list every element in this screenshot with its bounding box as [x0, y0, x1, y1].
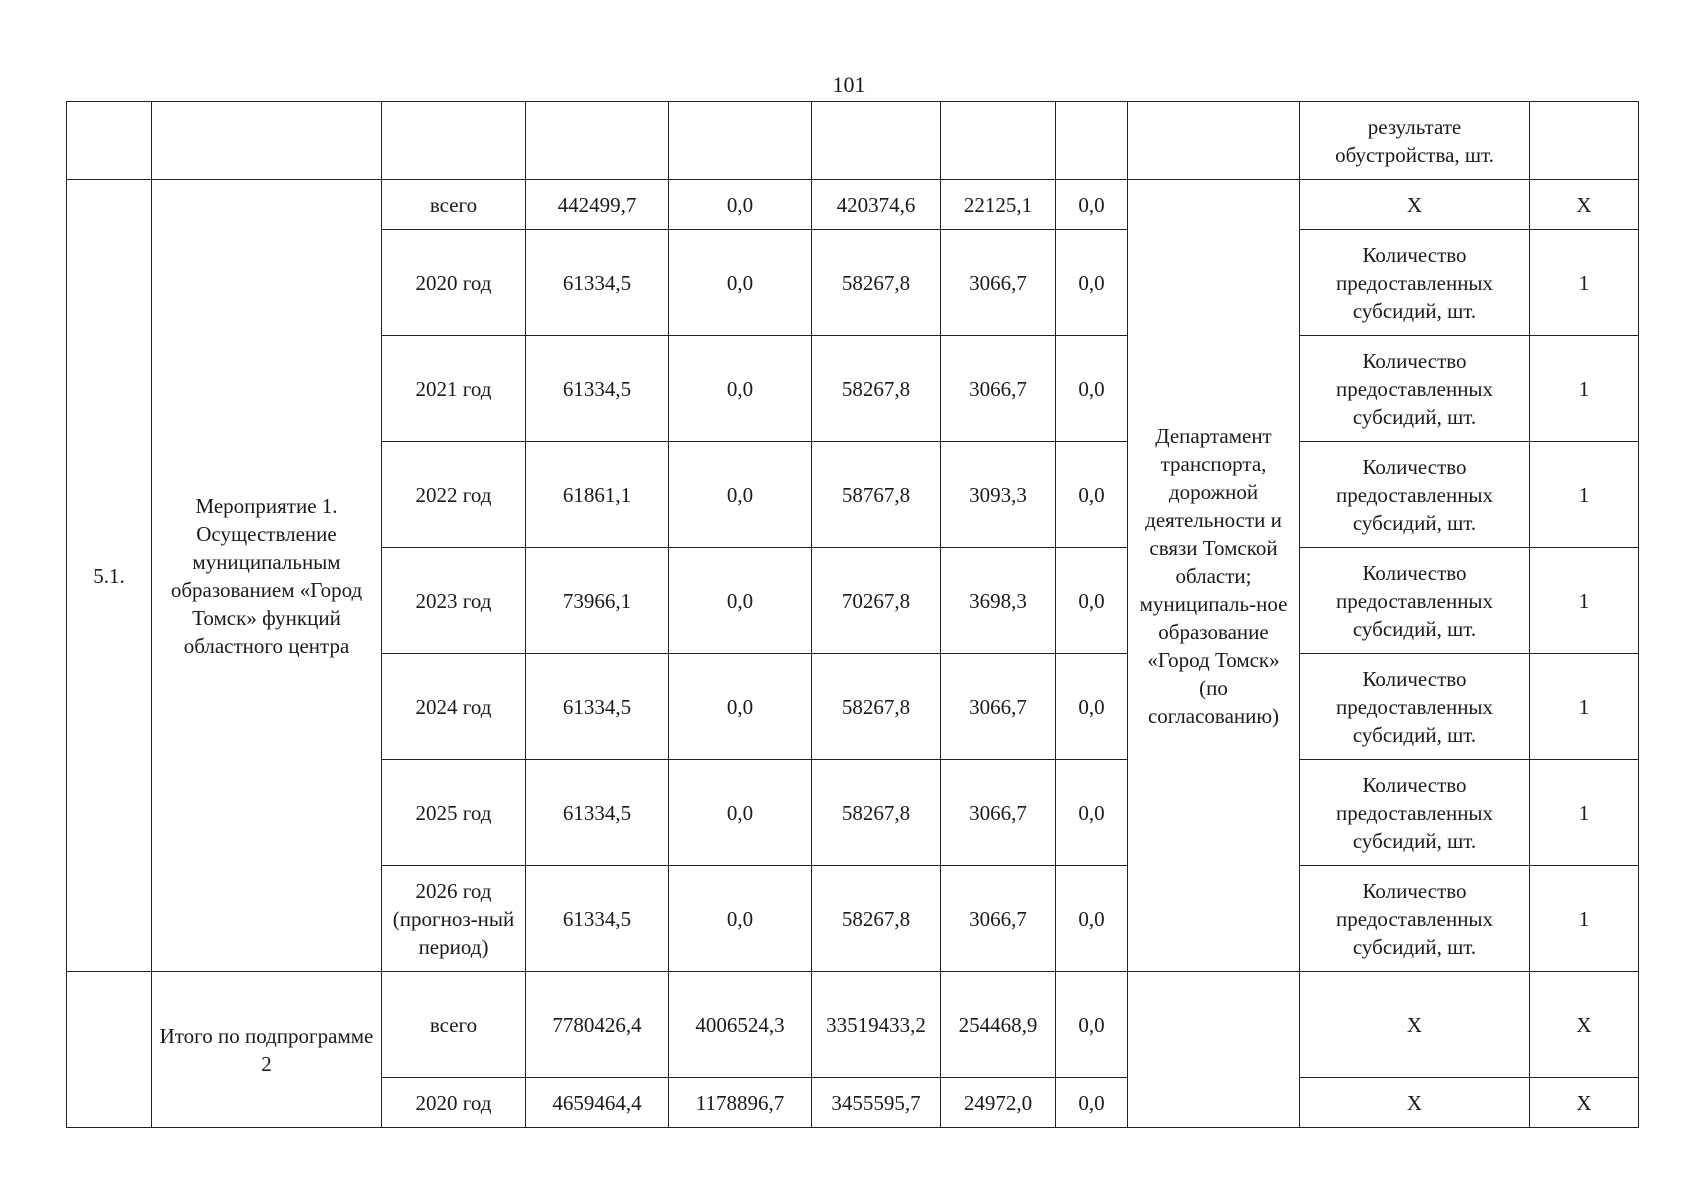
cell-regional: 58767,8 — [812, 442, 941, 548]
cell-indicator: Х — [1300, 180, 1530, 230]
cell-indicator: Количество предоставленных субсидий, шт. — [1300, 866, 1530, 972]
cell-indicator: Х — [1300, 972, 1530, 1078]
cell-value: Х — [1530, 1078, 1639, 1128]
page-number: 101 — [832, 72, 866, 97]
cell-indicator: Количество предоставленных субсидий, шт. — [1300, 654, 1530, 760]
cell-total — [526, 102, 669, 180]
cell-indicator: Х — [1300, 1078, 1530, 1128]
cell-regional: 70267,8 — [812, 548, 941, 654]
cell-extra: 0,0 — [1056, 230, 1128, 336]
cell-indicator: Количество предоставленных субсидий, шт. — [1300, 442, 1530, 548]
cell-period: 2022 год — [382, 442, 526, 548]
cell-federal: 0,0 — [669, 442, 812, 548]
cell-regional: 58267,8 — [812, 230, 941, 336]
cell-total: 61334,5 — [526, 866, 669, 972]
cell-value: 1 — [1530, 866, 1639, 972]
cell-total: 61334,5 — [526, 760, 669, 866]
cell-period: всего — [382, 972, 526, 1078]
cell-extra: 0,0 — [1056, 548, 1128, 654]
cell-period: 2024 год — [382, 654, 526, 760]
cell-extra: 0,0 — [1056, 654, 1128, 760]
cell-federal — [669, 102, 812, 180]
cell-total: 61334,5 — [526, 336, 669, 442]
cell-extra: 0,0 — [1056, 180, 1128, 230]
cell-federal: 0,0 — [669, 548, 812, 654]
cell-regional: 58267,8 — [812, 866, 941, 972]
cell-total: 61334,5 — [526, 230, 669, 336]
cell-value: 1 — [1530, 654, 1639, 760]
cell-regional: 58267,8 — [812, 760, 941, 866]
cell-extra: 0,0 — [1056, 972, 1128, 1078]
cell-federal: 0,0 — [669, 654, 812, 760]
cell-regional — [812, 102, 941, 180]
cell-local: 3093,3 — [941, 442, 1056, 548]
cell-value — [1530, 102, 1639, 180]
cell-value: 1 — [1530, 548, 1639, 654]
cell-period: 2021 год — [382, 336, 526, 442]
cell-federal: 0,0 — [669, 760, 812, 866]
subtotal-number — [67, 972, 152, 1128]
cell-period: 2020 год — [382, 1078, 526, 1128]
cell-local: 24972,0 — [941, 1078, 1056, 1128]
cell-indicator: Количество предоставленных субсидий, шт. — [1300, 760, 1530, 866]
cell-value: 1 — [1530, 230, 1639, 336]
program-table — [66, 101, 1639, 1128]
cell-local — [941, 102, 1056, 180]
cell-value: 1 — [1530, 760, 1639, 866]
cell-period: всего — [382, 180, 526, 230]
table-row — [67, 180, 1639, 230]
cell-regional: 420374,6 — [812, 180, 941, 230]
measure-name: Мероприятие 1. Осуществление муниципальным образованием «Город Томск» функций областного центра — [152, 180, 382, 972]
cell-local: 3066,7 — [941, 230, 1056, 336]
continuation-row — [67, 102, 1639, 180]
cell-value: 1 — [1530, 442, 1639, 548]
cell-number — [67, 102, 152, 180]
cell-total: 73966,1 — [526, 548, 669, 654]
cell-extra: 0,0 — [1056, 1078, 1128, 1128]
cell-local: 22125,1 — [941, 180, 1056, 230]
cell-indicator: результате обустройства, шт. — [1300, 102, 1530, 180]
cell-total: 4659464,4 — [526, 1078, 669, 1128]
cell-federal: 4006524,3 — [669, 972, 812, 1078]
cell-period: 2023 год — [382, 548, 526, 654]
cell-regional: 58267,8 — [812, 336, 941, 442]
cell-federal: 0,0 — [669, 180, 812, 230]
cell-indicator: Количество предоставленных субсидий, шт. — [1300, 230, 1530, 336]
cell-local: 254468,9 — [941, 972, 1056, 1078]
subtotal-name: Итого по подпрограмме 2 — [152, 972, 382, 1128]
cell-local: 3066,7 — [941, 336, 1056, 442]
cell-total: 61334,5 — [526, 654, 669, 760]
cell-local: 3066,7 — [941, 760, 1056, 866]
cell-total: 61861,1 — [526, 442, 669, 548]
subtotal-row — [67, 972, 1639, 1078]
cell-federal: 0,0 — [669, 230, 812, 336]
cell-extra: 0,0 — [1056, 866, 1128, 972]
cell-executor — [1128, 102, 1300, 180]
cell-indicator: Количество предоставленных субсидий, шт. — [1300, 548, 1530, 654]
measure-executor: Департамент транспорта, дорожной деятельности и связи Томской области; муниципаль-ное образование «Город Томск» (по согласованию) — [1128, 180, 1300, 972]
cell-value: Х — [1530, 180, 1639, 230]
cell-value: 1 — [1530, 336, 1639, 442]
cell-federal: 1178896,7 — [669, 1078, 812, 1128]
cell-extra — [1056, 102, 1128, 180]
measure-number: 5.1. — [67, 180, 152, 972]
cell-local: 3698,3 — [941, 548, 1056, 654]
cell-period: 2020 год — [382, 230, 526, 336]
cell-federal: 0,0 — [669, 336, 812, 442]
cell-regional: 58267,8 — [812, 654, 941, 760]
cell-indicator: Количество предоставленных субсидий, шт. — [1300, 336, 1530, 442]
cell-extra: 0,0 — [1056, 336, 1128, 442]
cell-name — [152, 102, 382, 180]
cell-value: Х — [1530, 972, 1639, 1078]
cell-period: 2026 год (прогноз-ный период) — [382, 866, 526, 972]
cell-regional: 3455595,7 — [812, 1078, 941, 1128]
cell-period — [382, 102, 526, 180]
cell-regional: 33519433,2 — [812, 972, 941, 1078]
subtotal-executor — [1128, 972, 1300, 1128]
cell-extra: 0,0 — [1056, 442, 1128, 548]
cell-federal: 0,0 — [669, 866, 812, 972]
cell-total: 7780426,4 — [526, 972, 669, 1078]
cell-period: 2025 год — [382, 760, 526, 866]
cell-total: 442499,7 — [526, 180, 669, 230]
cell-local: 3066,7 — [941, 866, 1056, 972]
cell-extra: 0,0 — [1056, 760, 1128, 866]
cell-local: 3066,7 — [941, 654, 1056, 760]
